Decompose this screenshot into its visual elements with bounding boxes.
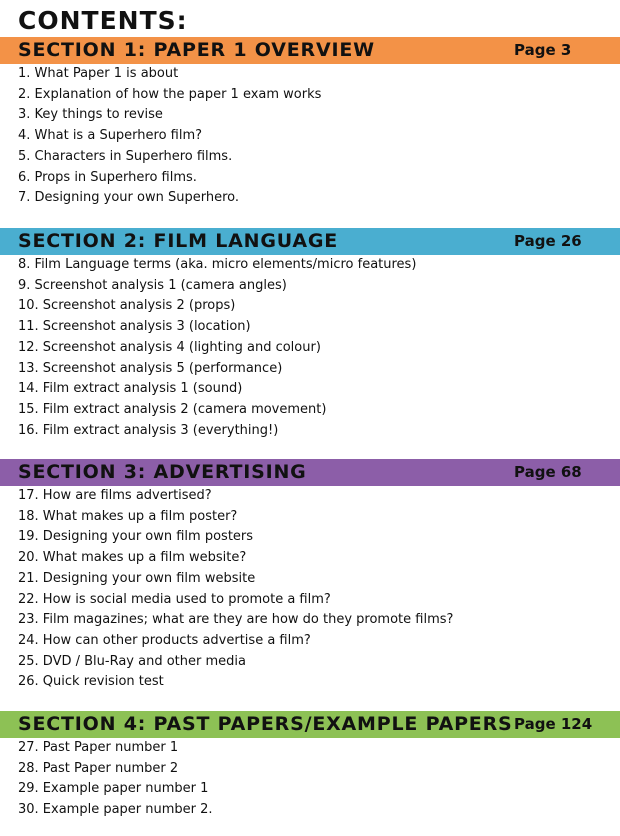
section-3-header — [0, 459, 620, 486]
contents-item: 4. What is a Superhero film? — [18, 128, 203, 144]
contents-item: 19. Designing your own film posters — [18, 529, 254, 545]
contents-item: 2. Explanation of how the paper 1 exam works — [18, 86, 322, 102]
contents-item: 14. Film extract analysis 1 (sound) — [18, 381, 243, 397]
section-4-title: SECTION 4: PAST PAPERS/EXAMPLE PAPERS — [18, 713, 513, 735]
contents-item: 10. Screenshot analysis 2 (props) — [18, 298, 236, 314]
contents-item: 9. Screenshot analysis 1 (camera angles) — [18, 277, 287, 293]
section-2-header — [0, 228, 620, 255]
contents-item: 21. Designing your own film website — [18, 570, 256, 586]
contents-item: 13. Screenshot analysis 5 (performance) — [18, 360, 283, 376]
contents-item: 12. Screenshot analysis 4 (lighting and colour) — [18, 339, 321, 355]
section-3-items — [0, 486, 620, 693]
section-2-items — [0, 255, 620, 441]
section-1-items — [0, 64, 620, 209]
contents-item: 26. Quick revision test — [18, 674, 164, 690]
contents-item: 24. How can other products advertise a film? — [18, 632, 311, 648]
contents-item: 16. Film extract analysis 3 (everything!) — [18, 422, 279, 438]
contents-item: 28. Past Paper number 2 — [18, 760, 179, 776]
contents-item: 15. Film extract analysis 2 (camera movement) — [18, 401, 327, 417]
contents-item: 22. How is social media used to promote a film? — [18, 591, 331, 607]
contents-item: 17. How are films advertised? — [18, 488, 212, 503]
section-2-page: Page 26 — [514, 232, 582, 250]
section-3-title: SECTION 3: ADVERTISING — [18, 461, 307, 483]
section-4-page: Page 124 — [514, 715, 593, 733]
contents-item: 6. Props in Superhero films. — [18, 169, 197, 185]
contents-item: 11. Screenshot analysis 3 (location) — [18, 319, 251, 335]
contents-item: 25. DVD / Blu-Ray and other media — [18, 653, 246, 669]
contents-item: 5. Characters in Superhero films. — [18, 148, 233, 164]
section-2 — [0, 228, 620, 441]
contents-item: 29. Example paper number 1 — [18, 781, 209, 797]
section-1-title: SECTION 1: PAPER 1 OVERVIEW — [18, 39, 375, 61]
section-1-header — [0, 37, 620, 64]
contents-item: 7. Designing your own Superhero. — [18, 190, 239, 206]
section-4-header — [0, 711, 620, 738]
contents-item: 3. Key things to revise — [18, 107, 163, 123]
contents-item: 27. Past Paper number 1 — [18, 740, 179, 755]
page-title: CONTENTS: — [18, 6, 188, 35]
contents-item: 8. Film Language terms (aka. micro elements/micro features) — [18, 257, 417, 272]
contents-item: 1. What Paper 1 is about — [18, 66, 179, 81]
contents-item: 23. Film magazines; what are they are how do they promote films? — [18, 612, 454, 628]
contents-item: 20. What makes up a film website? — [18, 550, 247, 566]
contents-item: 30. Example paper number 2. — [18, 802, 213, 818]
section-1-page: Page 3 — [514, 41, 572, 59]
section-4-items — [0, 738, 620, 821]
contents-item: 18. What makes up a film poster? — [18, 508, 238, 524]
section-1 — [0, 37, 620, 209]
section-3-page: Page 68 — [514, 463, 582, 481]
section-2-title: SECTION 2: FILM LANGUAGE — [18, 230, 339, 252]
section-3 — [0, 459, 620, 693]
section-4 — [0, 711, 620, 821]
